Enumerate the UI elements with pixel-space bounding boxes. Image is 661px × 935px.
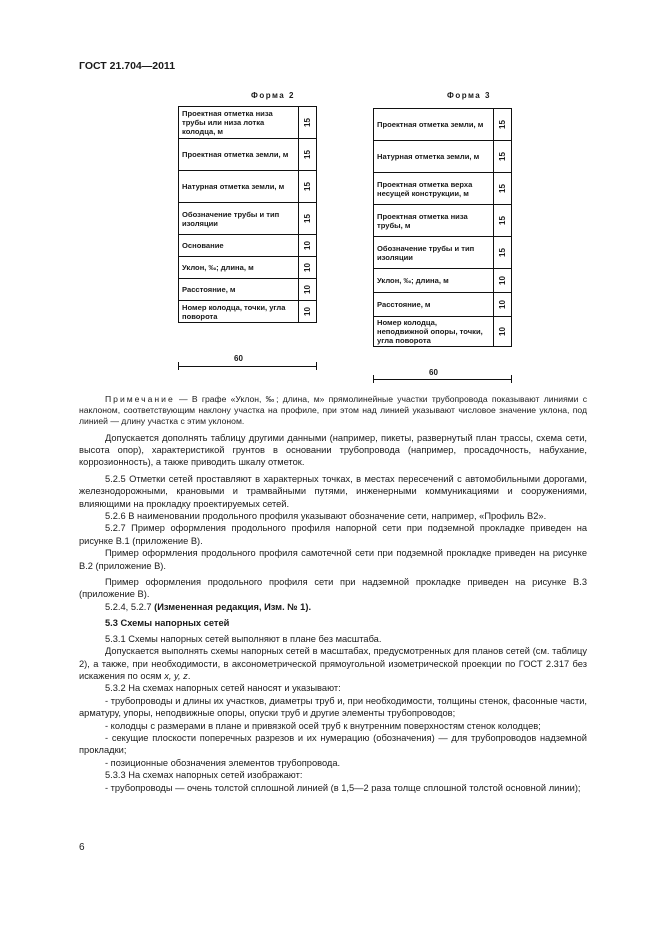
form-row-height-value: 15 [498, 248, 507, 257]
form-row-height-value: 15 [303, 118, 312, 127]
list-item: - трубопроводы — очень толстой сплошной линией (в 1,5—2 раза толще сплошной толстой основной линии); [105, 782, 581, 793]
form-row-height [494, 317, 512, 347]
paragraph [79, 645, 587, 682]
form-row-height-value: 10 [498, 327, 507, 336]
form-row-label: Проектная отметка земли, м [374, 109, 494, 141]
form-row-height [299, 203, 317, 235]
form-row [374, 269, 512, 293]
amendment-refs: 5.2.4, 5.2.7 [105, 601, 155, 612]
form-row-label: Расстояние, м [374, 293, 494, 317]
form-row [374, 293, 512, 317]
form-row-height-value: 10 [498, 276, 507, 285]
form-row-label: Проектная отметка низа трубы или низа лотка колодца, м [179, 107, 299, 139]
form-row-height [299, 257, 317, 279]
form-row-height [299, 279, 317, 301]
form-row-height [299, 171, 317, 203]
form-row-height-value: 15 [498, 120, 507, 129]
paragraph: 5.2.7 Пример оформления продольного профиля напорной сети при подземной прокладке приведен на рисунке В.1 (приложение В). [79, 523, 587, 546]
form-row-label: Номер колодца, неподвижной опоры, точки, угла поворота [374, 317, 494, 347]
list-item: - позиционные обозначения элементов трубопровода. [105, 757, 341, 768]
paragraph: 5.2.6 В наименовании продольного профиля указывают обозначение сети, например, «Профиль В2». [105, 511, 547, 522]
form-row-label: Натурная отметка земли, м [374, 141, 494, 173]
form-row-label: Номер колодца, точки, угла поворота [179, 301, 299, 323]
section-heading: 5.3 Схемы напорных сетей [105, 618, 230, 629]
form-row-height [299, 235, 317, 257]
form-row-height [494, 293, 512, 317]
form-row [374, 205, 512, 237]
form-row-height-value: 15 [303, 150, 312, 159]
amendment-label: (Измененная редакция, Изм. № 1). [154, 601, 312, 612]
form-row-height [494, 205, 512, 237]
form-2-dim-line [178, 366, 317, 367]
paragraph: 5.3.1 Схемы напорных сетей выполняют в плане без масштаба. [105, 633, 382, 644]
form-row [374, 109, 512, 141]
list-item: - секущие плоскости поперечных разрезов и их нумерацию (обозначения) — для трубопроводов надземной прокладки; [79, 732, 587, 756]
form-row [374, 173, 512, 205]
form-row-height-value: 10 [303, 307, 312, 316]
paragraph: Пример оформления продольного профиля сети при надземной прокладке приведен на рисунке В.3 (приложение В). [79, 577, 587, 600]
paragraph: Допускается дополнять таблицу другими данными (например, пикеты, развернутый план трассы, схема сети, высота опор), характеристикой грунтов в основании трубопровода (например, просадочность, набухание, коррозионность), а также приводить шкалу отметок. [79, 432, 587, 468]
form-row-label: Натурная отметка земли, м [179, 171, 299, 203]
form-row-height [299, 301, 317, 323]
form-row-label: Проектная отметка верха несущей конструкции, м [374, 173, 494, 205]
form-row [179, 107, 317, 139]
form-row-label: Проектная отметка низа трубы, м [374, 205, 494, 237]
form-3-title: Форма 3 [447, 91, 491, 100]
paragraph: Пример оформления продольного профиля самотечной сети при подземной прокладке приведен на рисунке В.2 (приложение В). [79, 548, 587, 571]
form-row-height [494, 237, 512, 269]
form-row-height-value: 10 [498, 300, 507, 309]
form-3-dim-line [373, 379, 512, 380]
form-row-label: Расстояние, м [179, 279, 299, 301]
form-row-height [494, 109, 512, 141]
list-item: - трубопроводы и длины их участков, диаметры труб и, при необходимости, толщины стенок, фасонные части, арматуру, упоры, неподвижные опоры, опуски труб и другие элементы трубопроводов; [79, 695, 587, 719]
form-3-table [373, 108, 512, 347]
paragraph-text: Допускается выполнять схемы напорных сетей в масштабах, предусмотренных для планов сетей (см. таблицу 2), а также, при необходимости, в аксонометрической прямоугольной изометрической проекции по ГОСТ 2.317 без искажения по осям [79, 646, 587, 681]
page-number: 6 [79, 842, 85, 853]
form-row [374, 237, 512, 269]
form-row-height-value: 15 [498, 152, 507, 161]
form-row-height-value: 15 [303, 214, 312, 223]
table-note [79, 394, 587, 428]
list-item: - колодцы с размерами в плане и привязкой осей труб к внутренним поверхностям стенок колодцев; [105, 720, 541, 731]
form-row-label: Уклон, ‰; длина, м [179, 257, 299, 279]
form-row [374, 141, 512, 173]
document-header: ГОСТ 21.704—2011 [79, 60, 176, 72]
form-row-label: Уклон, ‰; длина, м [374, 269, 494, 293]
form-2-table [178, 106, 317, 323]
form-row-label: Обозначение трубы и тип изоляции [179, 203, 299, 235]
form-row-height-value: 10 [303, 263, 312, 272]
form-row [374, 317, 512, 347]
form-row-height-value: 15 [498, 216, 507, 225]
paragraph-end: . [187, 670, 191, 681]
form-row [179, 171, 317, 203]
form-row [179, 279, 317, 301]
form-row [179, 203, 317, 235]
paragraph: 5.2.5 Отметки сетей проставляют в характерных точках, в местах пересечений с автомобильными дорогами, железнодорожными, крановыми и трамвайными путями, инженерными коммуникациями и сооружениями, влияющими на прокладку проектируемых сетей. [79, 473, 587, 509]
form-2-title: Форма 2 [251, 91, 295, 100]
form-row-height [299, 107, 317, 139]
form-row-height [494, 141, 512, 173]
amendment-note [79, 601, 587, 613]
axes-label: x, y, z [164, 670, 188, 681]
form-row [179, 257, 317, 279]
paragraph: 5.3.3 На схемах напорных сетей изображают: [105, 770, 303, 781]
note-label: Примечание [105, 394, 175, 404]
form-row-height [299, 139, 317, 171]
form-2-width-label: 60 [234, 354, 243, 363]
body-text [79, 394, 587, 794]
form-row-height-value: 10 [303, 241, 312, 250]
form-row-height-value: 15 [303, 182, 312, 191]
paragraph: 5.3.2 На схемах напорных сетей наносят и указывают: [105, 683, 341, 694]
form-row [179, 139, 317, 171]
form-row [179, 235, 317, 257]
note-body: — В графе «Уклон, ‰; длина, м» прямолинейные участки трубопровода показывают линиями с наклоном, соответствующим наклону участка на профиле, при этом над линией указывают числовое значение уклона, под линией — длину участка с этим уклоном. [79, 394, 587, 427]
form-row-height [494, 173, 512, 205]
form-row-label: Проектная отметка земли, м [179, 139, 299, 171]
form-row-height-value: 15 [498, 184, 507, 193]
form-row-label: Основание [179, 235, 299, 257]
form-row [179, 301, 317, 323]
form-row-label: Обозначение трубы и тип изоляции [374, 237, 494, 269]
form-row-height [494, 269, 512, 293]
form-3-width-label: 60 [429, 368, 438, 377]
form-row-height-value: 10 [303, 285, 312, 294]
